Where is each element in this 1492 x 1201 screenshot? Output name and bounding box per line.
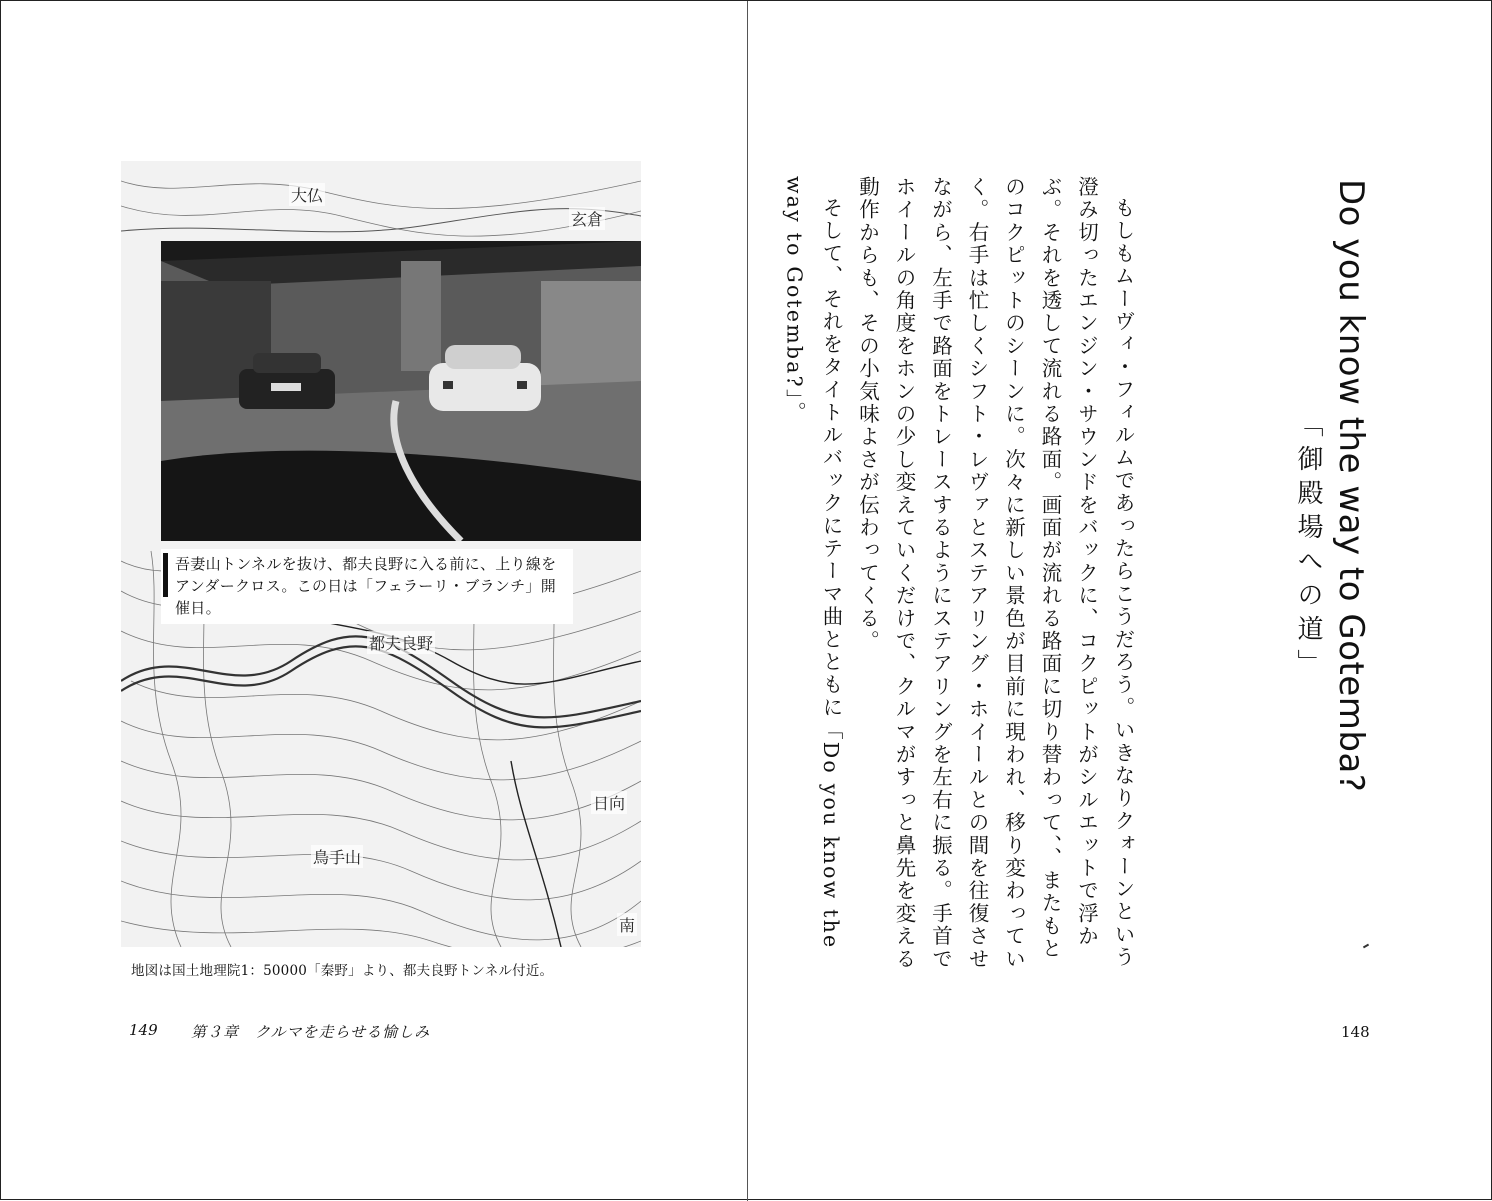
caption-text: 吾妻山トンネルを抜け、都夫良野に入る前に、上り線をアンダークロス。この日は「フェラーリ・ブランチ」開催日。 <box>175 555 557 617</box>
page-gutter <box>747 1 748 1201</box>
map-label-hinata: 日向 <box>591 791 627 814</box>
page-number-left: 149 <box>129 1021 158 1039</box>
margin-mark <box>1363 944 1369 949</box>
map-label-gendoku: 玄倉 <box>569 207 605 230</box>
map-label-daibutsu: 大仏 <box>289 183 325 206</box>
road-photo <box>161 241 641 541</box>
photo-caption <box>161 549 573 624</box>
paragraph: もしもムーヴィ・フィルムであったらこうだろう。いきなりクォーンという澄み切ったエンジン・サウンドをバックに、コクピットがシルエットで浮かぶ。それを透して流れる路面。画面が流れる路面に切り替わって、、またもとのコクピットのシーンに。次々に新しい景色が目前に現われ、移り変わっていく。右手は忙しくシフト・レヴァとステアリング・ホイールとの間を往復させながら、左手で路面をトレースするようにステアリングを左右に振る。手首でホイールの角度をホンの少し変えていくだけで、クルマがすっと鼻先を変える動作からも、その小気味よさが伝わってくる。 <box>855 176 1135 971</box>
page-number-right: 148 <box>1341 1023 1370 1041</box>
dark-car <box>239 353 335 409</box>
caption-marker <box>163 553 168 597</box>
photo-cars-under-bridge <box>161 241 641 541</box>
body-text <box>776 176 1141 976</box>
chapter-title-japanese: 「御殿場への道」 <box>1293 411 1323 683</box>
map-label-minami: 南 <box>617 913 637 936</box>
map-credit: 地図は国土地理院1：50000「秦野」より、都夫良野トンネル付近。 <box>131 963 554 979</box>
chapter-title-english: Do you know the way to Gotemba? <box>1331 179 1371 793</box>
map-label-tsuburano: 都夫良野 <box>367 631 435 654</box>
paragraph: そして、それをタイトルバックにテーマ曲とともに「Do you know the way to Gotemba?」。 <box>782 176 843 949</box>
running-head: 第３章 クルマを走らせる愉しみ <box>191 1023 431 1041</box>
map-label-torideyama: 鳥手山 <box>311 845 363 868</box>
map-photo-figure <box>121 161 641 947</box>
